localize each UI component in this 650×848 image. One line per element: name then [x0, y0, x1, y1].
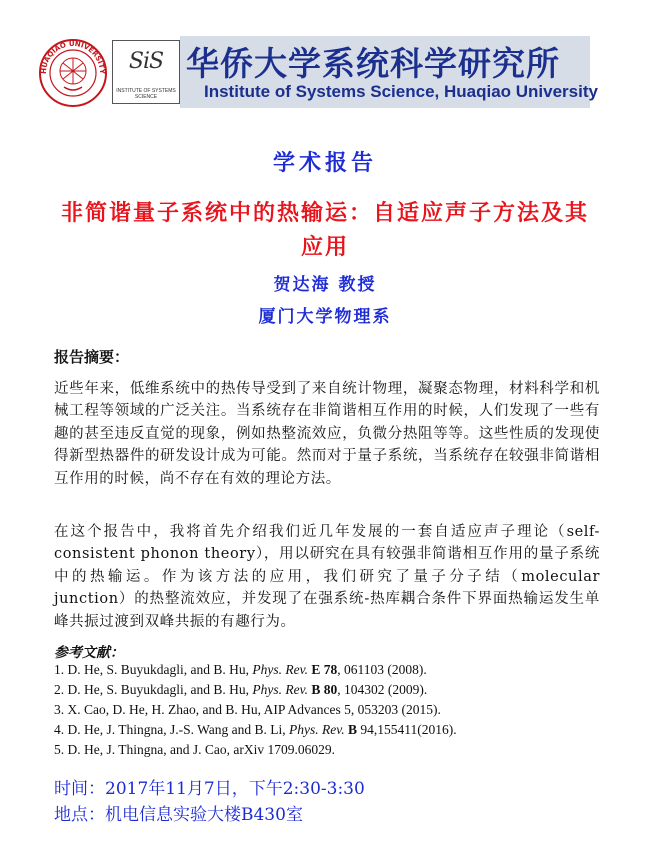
talk-title: 非简谐量子系统中的热输运：自适应声子方法及其应用	[60, 200, 589, 260]
institute-name-cn: 华侨大学系统科学研究所	[186, 44, 560, 83]
reference-item: 1. D. He, S. Buyukdagli, and B. Hu, Phys. Rev. E 78, 061103 (2008).	[54, 662, 427, 677]
institute-banner	[180, 36, 598, 108]
reference-list	[54, 660, 457, 760]
institute-logo	[112, 40, 180, 104]
reference-item: 3. X. Cao, D. He, H. Zhao, and B. Hu, AIP Advances 5, 053203 (2015).	[54, 702, 441, 717]
institute-name-en: Institute of Systems Science, Huaqiao University	[204, 82, 598, 101]
event-location: 地点：机电信息实验大楼B430室	[54, 805, 303, 825]
reference-item: 4. D. He, J. Thingna, J.-S. Wang and B. Li, Phys. Rev. B 94,155411(2016).	[54, 722, 457, 737]
speaker-name: 贺达海 教授	[273, 275, 377, 295]
reference-item: 5. D. He, J. Thingna, and J. Cao, arXiv 1709.06029.	[54, 742, 335, 757]
header	[0, 0, 650, 110]
page-title: 学术报告	[272, 150, 377, 176]
reference-item: 2. D. He, S. Buyukdagli, and B. Hu, Phys. Rev. B 80, 104302 (2009).	[54, 682, 428, 697]
seal-text: HUAQIAO UNIVERSITY	[39, 39, 107, 75]
abstract-paragraph-2: 在这个报告中，我将首先介绍我们近几年发展的一套自适应声子理论（self-consistent phonon theory），用以研究在具有较强非简谐相互作用的量子系统中的热输运。作为该方法的应用，我们研究了量子分子结（molecular junction）的热整流效应，并发现了在强系统-热库耦合条件下界面热输运发生单峰共振过渡到双峰共振的有趣行为。	[54, 524, 600, 630]
event-time: 时间：2017年11月7日，下午2:30-3:30	[54, 779, 365, 799]
logo-subtitle: INSTITUTE OF SYSTEMS SCIENCE	[116, 88, 176, 100]
references-label: 参考文献：	[54, 645, 124, 661]
abstract-paragraph-1: 近些年来，低维系统中的热传导受到了来自统计物理，凝聚态物理，材料科学和机械工程等领域的广泛关注。当系统存在非简谐相互作用的时候，人们发现了一些有趣的甚至违反直觉的现象，例如热整流效应，负微分热阻等等。这些性质的发现使得新型热器件的研发设计成为可能。然而对于量子系统，当系统存在较强非简谐相互作用的时候，尚不存在有效的理论方法。	[54, 381, 600, 487]
logo-mark: SiS	[128, 49, 164, 74]
abstract-label: 报告摘要：	[54, 348, 130, 366]
speaker-affiliation: 厦门大学物理系	[258, 307, 392, 327]
university-seal-icon	[38, 38, 108, 108]
